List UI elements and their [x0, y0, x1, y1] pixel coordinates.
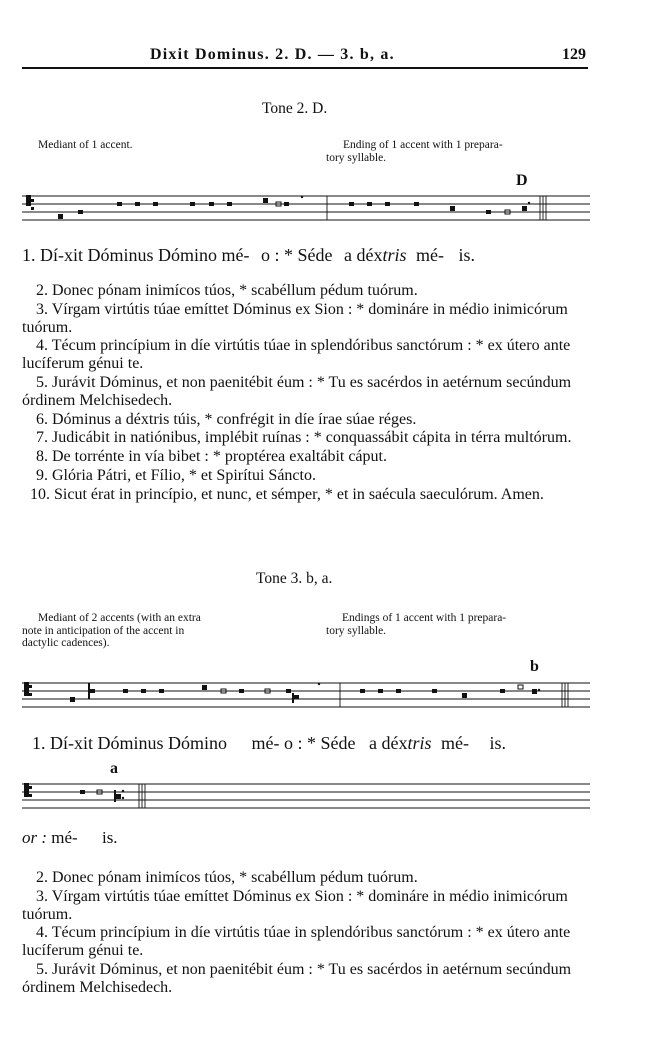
tone3-mediant-note-line2: note in anticipation of the accent in — [22, 624, 185, 637]
tone3-verses — [22, 869, 588, 998]
tone2-lyric-part4: tris — [382, 245, 407, 265]
tone3-ending-letter-a: a — [110, 760, 118, 777]
tone2-verse-8: 8. De torrénte in vía bibet : * proptérea exaltábit cáput. — [36, 448, 387, 466]
tone2-lyric-part3: a déx — [344, 245, 383, 265]
tone2-verse-6: 6. Dóminus a déxtris túis, * confrégit in díe írae súae réges. — [36, 410, 417, 428]
tone2-verses — [22, 282, 588, 505]
tone3-lyric-line — [32, 733, 506, 754]
tone2-lyric-part5: mé- — [416, 245, 444, 265]
tone3-verse-4: 4. Técum princípium in díe virtútis túae in splendóribus sanctórum : * ex útero ante lucíferum génui te. — [22, 924, 571, 960]
tone2-verse-4: 4. Técum princípium in díe virtútis túae in splendóribus sanctórum : * ex útero ante lucíferum génui te. — [22, 337, 571, 373]
tone3-lyric-part1: 1. Dí-xit Dóminus Dómino — [32, 733, 228, 753]
tone2-lyric-line — [22, 245, 475, 266]
tone2-ending-note-line2: tory syllable. — [326, 151, 387, 164]
tone3-verse-3: 3. Vírgam virtútis túae emíttet Dóminus ex Sion : * domináre in médio inimicórum tuórum. — [22, 887, 568, 923]
tone2-mediant-note: Mediant of 1 accent. — [38, 139, 133, 151]
tone3-ending-letter-b: b — [530, 658, 539, 675]
tone2-verse-5: 5. Jurávit Dóminus, et non paenitébit éum : * Tu es sacérdos in aetérnum secúndum órdinem Melchisedech. — [22, 373, 572, 409]
tone2-verse-9: 9. Glória Pátri, et Fílio, * et Spirítui Sáncto. — [36, 466, 316, 484]
tone3-alt-lyric-part1: mé- — [51, 828, 78, 847]
tone2-ending-note — [326, 139, 591, 164]
tone3-alt-lyric-part2: is. — [101, 828, 118, 847]
tone2-verse-10: 10. Sicut érat in princípio, et nunc, et sémper, * et in saécula saeculórum. Amen. — [30, 485, 544, 503]
tone3-verse-5: 5. Jurávit Dóminus, et non paenitébit éum : * Tu es sacérdos in aetérnum secúndum órdinem Melchisedech. — [22, 960, 572, 996]
tone3-alt-lyric-line — [22, 828, 118, 848]
tone3-lyric-part3: a déx — [369, 733, 408, 753]
tone3-lyric-part6: is. — [489, 733, 506, 753]
tone2-verse-7: 7. Judicábit in natiónibus, implébit ruínas : * conquassábit cápita in térra multórum. — [36, 429, 572, 447]
tone3-ending-note-line1: Endings of 1 accent with 1 prepara- — [342, 612, 507, 624]
tone2-staff — [22, 192, 590, 224]
page-number: 129 — [562, 46, 586, 63]
tone2-ending-note-line1: Ending of 1 accent with 1 prepara- — [343, 139, 503, 151]
tone3-ending-note — [326, 612, 591, 637]
tone3-mediant-note — [22, 612, 307, 650]
tone3-mediant-note-line3: dactylic cadences). — [22, 637, 110, 649]
tone3-title: Tone 3. b, a. — [256, 570, 333, 587]
tone2-lyric-part2: o : * Séde — [261, 245, 333, 265]
tone2-title: Tone 2. D. — [262, 100, 328, 117]
tone2-lyric-part6: is. — [458, 245, 475, 265]
tone3-staff — [22, 679, 590, 711]
tone3-alt-staff — [22, 780, 590, 812]
tone3-mediant-note-line1: Mediant of 2 accents (with an extra — [38, 612, 201, 624]
tone2-ending-letter: D — [516, 172, 528, 189]
header-rule — [22, 67, 588, 69]
running-title: Dixit Dominus. 2. D. — 3. b, a. — [150, 46, 395, 63]
tone3-verse-2: 2. Donec pónam inimícos túos, * scabéllum pédum tuórum. — [36, 869, 418, 886]
tone3-lyric-part2: mé- o : * Séde — [251, 733, 356, 753]
tone3-lyric-part4: tris — [407, 733, 432, 753]
tone2-lyric-part1: 1. Dí-xit Dóminus Dómino mé- — [22, 245, 250, 265]
tone2-verse-2: 2. Donec pónam inimícos túos, * scabéllum pédum tuórum. — [36, 282, 418, 299]
tone2-verse-3: 3. Vírgam virtútis túae emíttet Dóminus ex Sion : * domináre in médio inimicórum tuórum. — [22, 300, 568, 336]
tone3-lyric-part5: mé- — [441, 733, 469, 753]
tone3-alt-lyric-or: or : — [22, 828, 48, 847]
tone3-ending-note-line2: tory syllable. — [326, 624, 387, 637]
